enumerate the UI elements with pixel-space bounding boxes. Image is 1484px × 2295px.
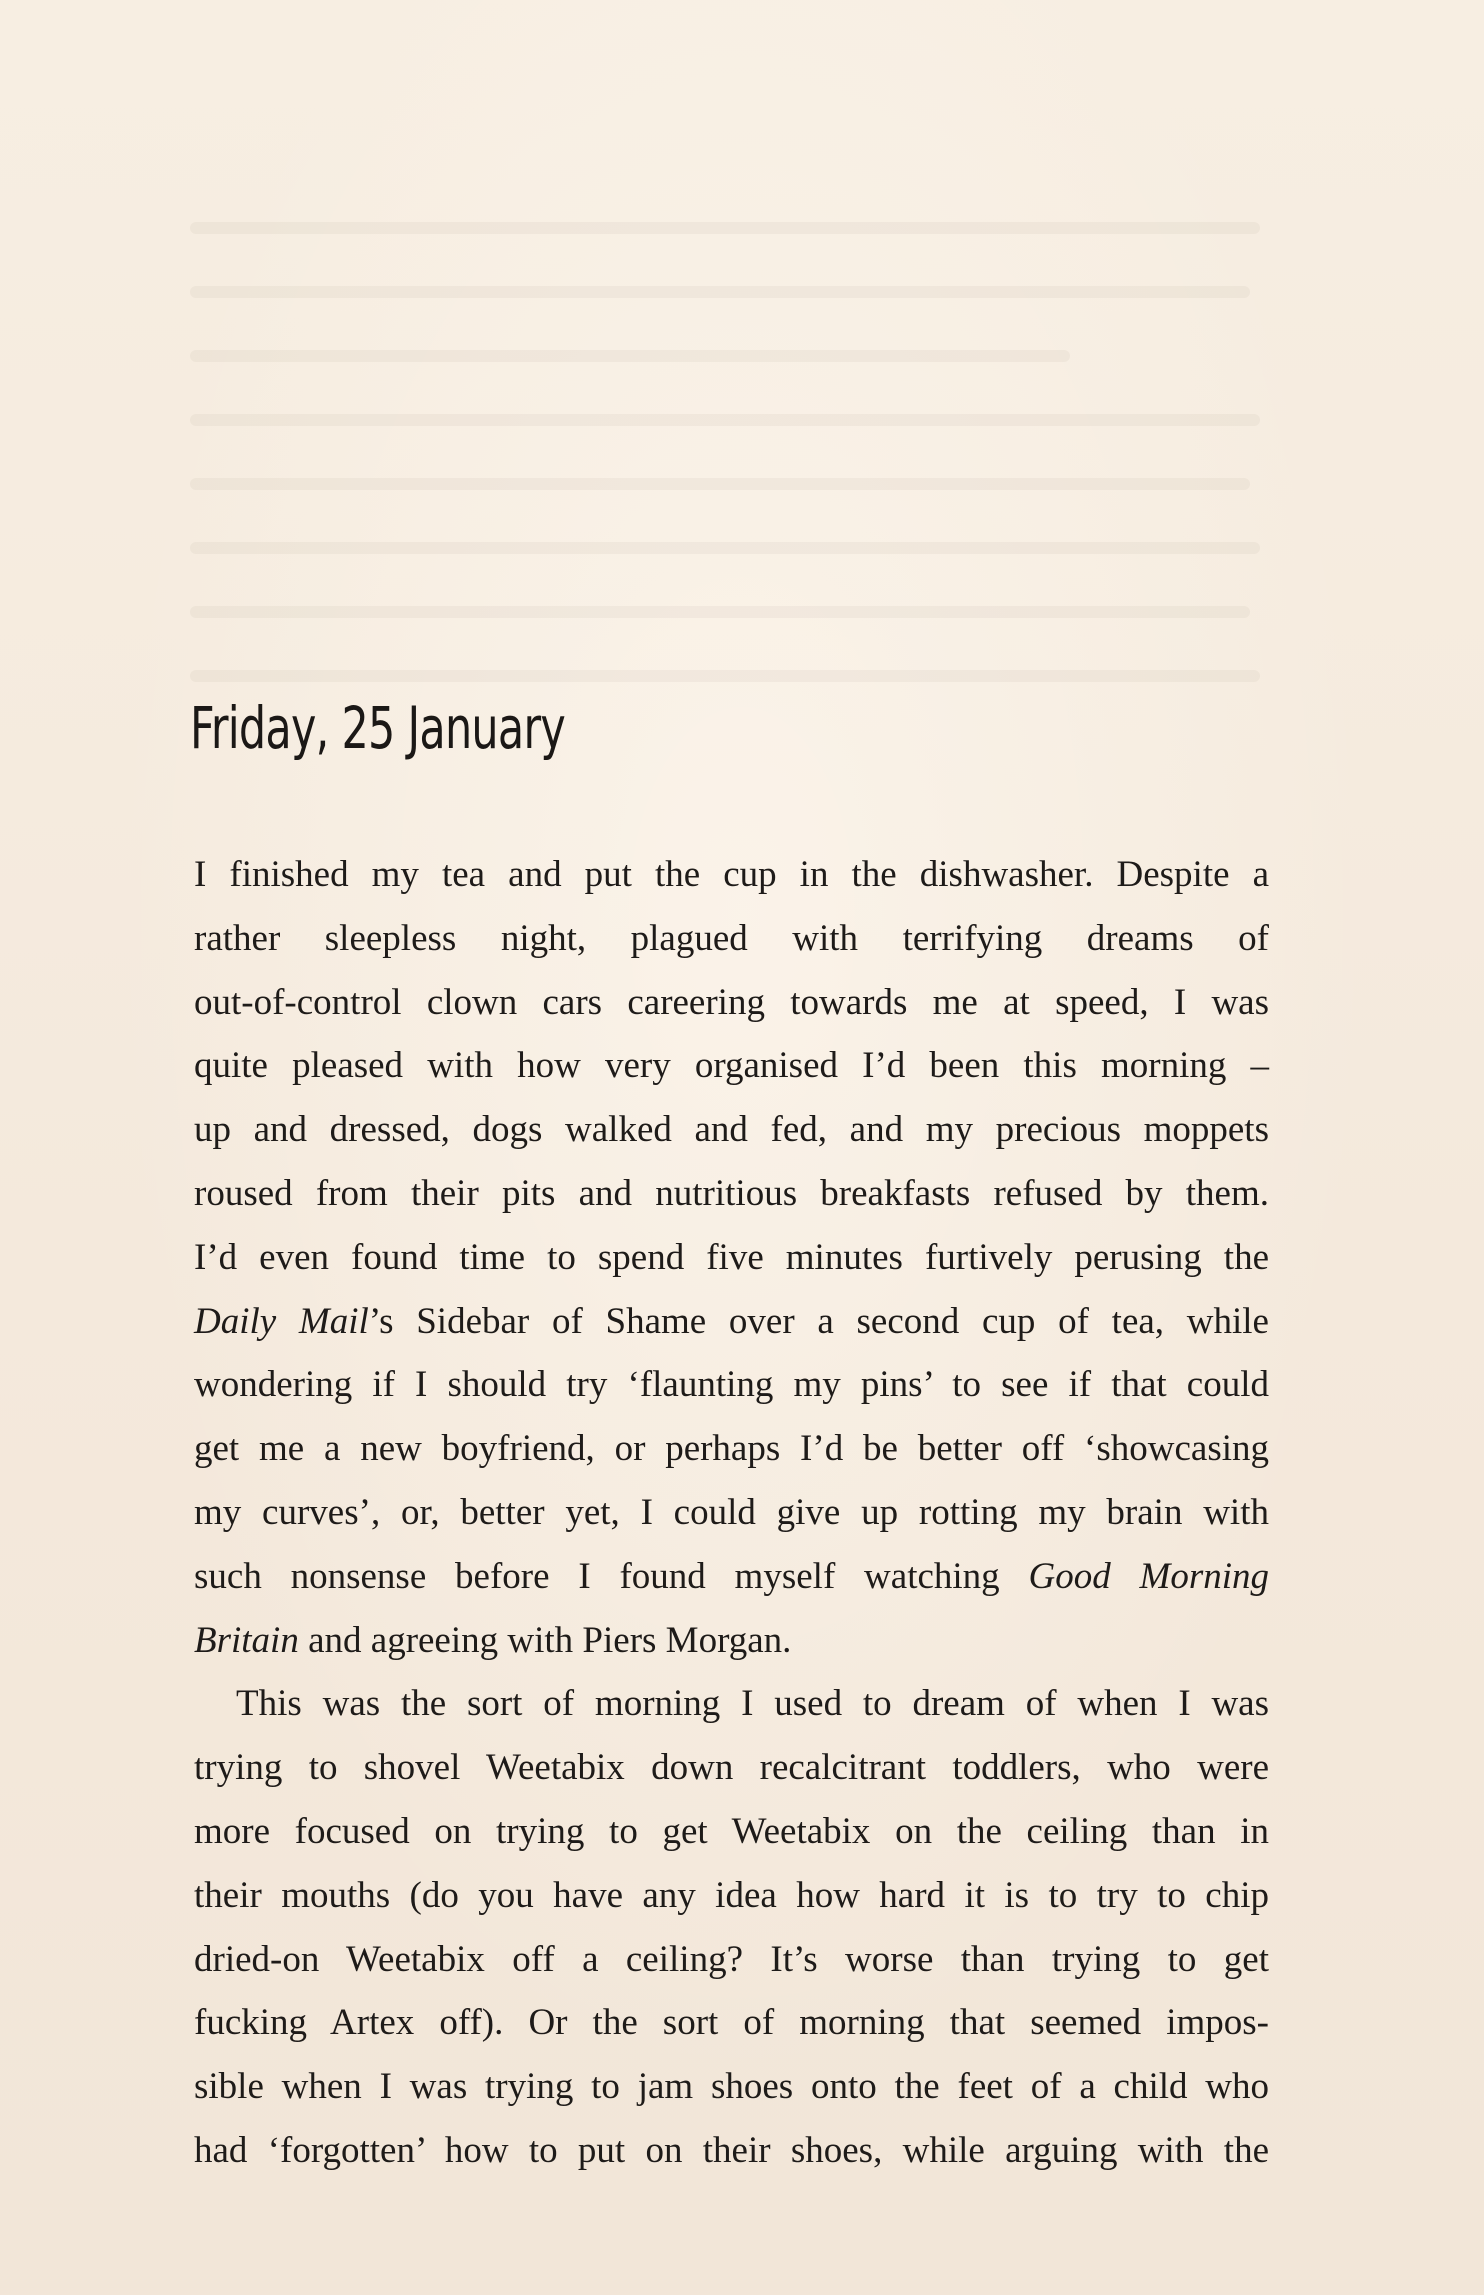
text-line: Britain and agreeing with Piers Morgan. [194,1619,792,1661]
paragraph-2 [194,1672,1269,2182]
text-line: had ‘forgotten’ how to put on their shoes, while arguing with the [194,2129,1269,2171]
newspaper-title: Daily Mail [194,1300,369,1342]
text-line: their mouths (do you have any idea how hard it is to try to chip [194,1874,1269,1916]
bleed-through-line [190,414,1260,426]
text-line: get me a new boyfriend, or perhaps I’d be better off ‘showcasing [194,1428,1269,1470]
bleed-through-line [190,606,1250,618]
text-line: up and dressed, dogs walked and fed, and my precious moppets [194,1109,1269,1151]
text-line: wondering if I should try ‘flaunting my pins’ to see if that could [194,1364,1269,1406]
text-line: fucking Artex off). Or the sort of morning that seemed impos- [194,2002,1269,2044]
tv-show-title: Good Morning [1028,1555,1269,1597]
text-line: trying to shovel Weetabix down recalcitrant toddlers, who were [194,1747,1269,1789]
bleed-through-line [190,286,1250,298]
bleed-through-line [190,222,1260,234]
tv-show-title: Britain [194,1619,299,1661]
text-line: roused from their pits and nutritious breakfasts refused by them. [194,1172,1269,1214]
text-line: I finished my tea and put the cup in the dishwasher. Despite a [194,854,1269,895]
text-line: sible when I was trying to jam shoes onto the feet of a child who [194,2066,1269,2108]
paragraph-1 [194,843,1269,1672]
text-line: Daily Mail’s Sidebar of Shame over a second cup of tea, while [194,1300,1269,1342]
text-line: such nonsense before I found myself watching Good Morning [194,1555,1269,1597]
bleed-through-line [190,542,1260,554]
text-line: my curves’, or, better yet, I could give up rotting my brain with [194,1491,1269,1533]
text-line: rather sleepless night, plagued with terrifying dreams of [194,917,1269,959]
text-line: dried-on Weetabix off a ceiling? It’s worse than trying to get [194,1938,1269,1980]
chapter-heading: Friday, 25 January [190,694,566,762]
bleed-through-line [190,670,1260,682]
text-line: out-of-control clown cars careering towards me at speed, I was [194,981,1269,1023]
body-text [194,843,1269,2183]
bleed-through-line [190,478,1250,490]
text-line: This was the sort of morning I used to dream of when I was [236,1683,1269,1725]
bleed-through-line [190,350,1070,362]
text-line: I’d even found time to spend five minutes furtively perusing the [194,1236,1269,1278]
text-line: quite pleased with how very organised I’d been this morning – [194,1045,1269,1087]
text-line: more focused on trying to get Weetabix on the ceiling than in [194,1810,1269,1852]
